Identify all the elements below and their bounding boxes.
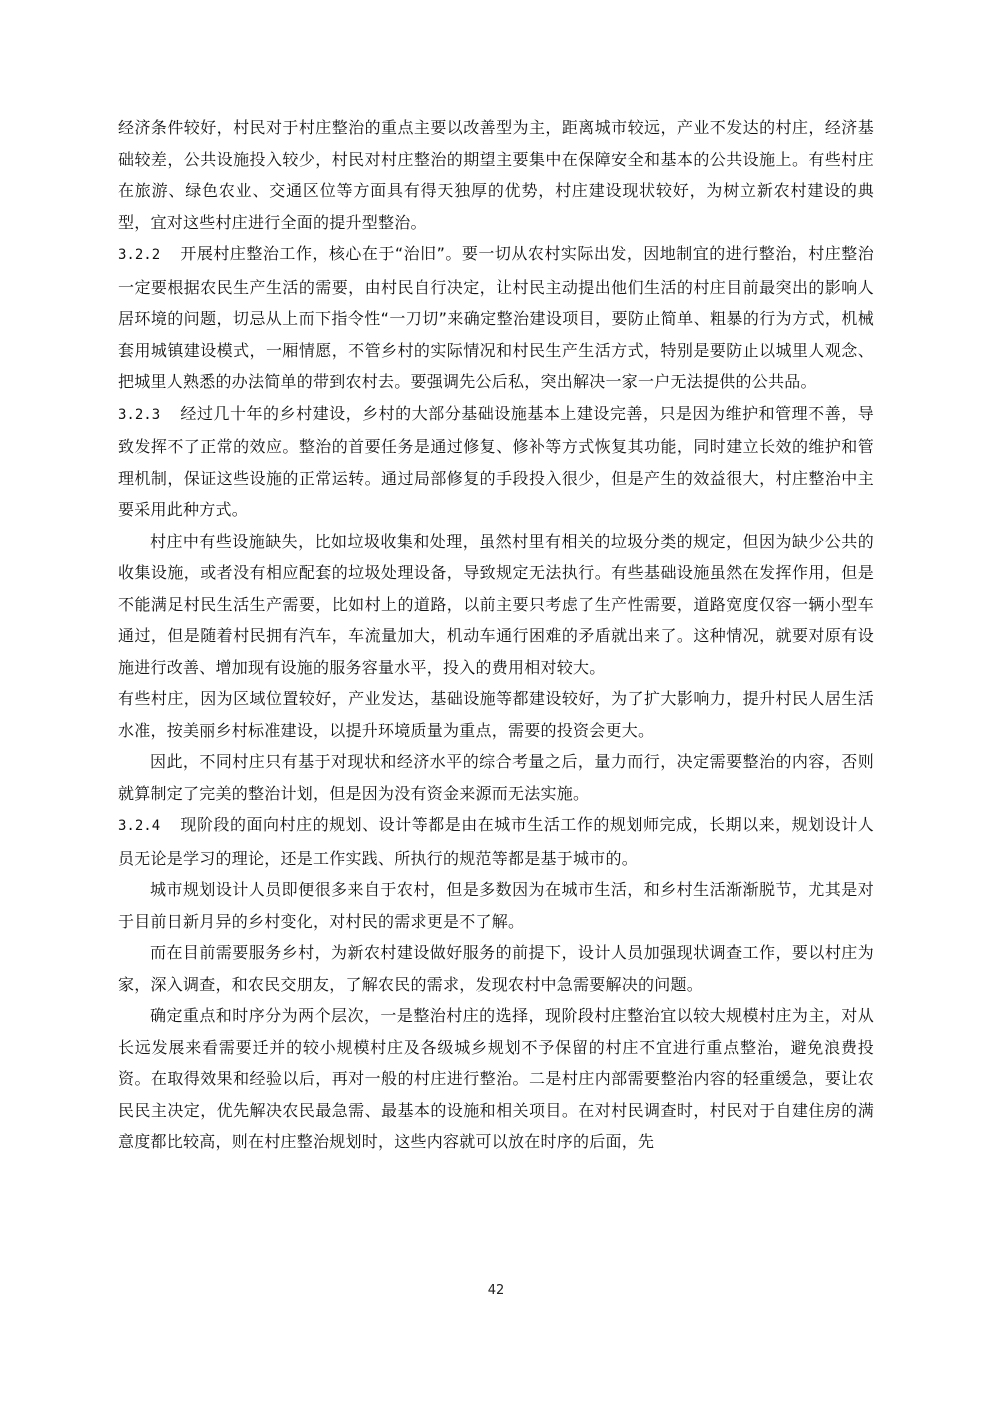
paragraph-serve-villages: 而在目前需要服务乡村，为新农村建设做好服务的前提下，设计人员加强现状调查工作，要以村庄为家，深入调查，和农民交朋友，了解农民的需求，发现农村中急需要解决的问题。	[118, 943, 874, 994]
document-body	[118, 112, 874, 1158]
section-number: 3.2.3	[118, 406, 161, 423]
page-number: 42	[487, 1283, 505, 1298]
paragraph-3-2-2: 3.2.2 开展村庄整治工作，核心在于“治旧”。要一切从农村实际出发，因地制宜的进行整治，村庄整治一定要根据农民生产生活的需要，由村民自行决定，让村民主动提出他们生活的村庄目前最突出的影响人居环境的问题，切忌从上而下指令性“一刀切”来确定整治建设项目，要防止简单、粗暴的行为方式，机械套用城镇建设模式，一厢情愿，不管乡村的实际情况和村民生产生活方式，特别是要防止以城里人观念、把城里人熟悉的办法简单的带到农村去。要强调先公后私，突出解决一家一户无法提供的公共品。	[118, 244, 874, 391]
paragraph-1: 经济条件较好，村民对于村庄整治的重点主要以改善型为主，距离城市较远，产业不发达的村庄，经济基础较差，公共设施投入较少，村民对村庄整治的期望主要集中在保障安全和基本的公共设施上。有些村庄在旅游、绿色农业、交通区位等方面具有得天独厚的优势，村庄建设现状较好，为树立新农村建设的典型，宜对这些村庄进行全面的提升型整治。	[118, 118, 874, 232]
paragraph-some-villages: 有些村庄，因为区域位置较好，产业发达，基础设施等都建设较好，为了扩大影响力，提升村民人居生活水准，按美丽乡村标准建设，以提升环境质量为重点，需要的投资会更大。	[118, 689, 874, 740]
paragraph-therefore: 因此，不同村庄只有基于对现状和经济水平的综合考量之后，量力而行，决定需要整治的内容，否则就算制定了完美的整治计划，但是因为没有资金来源而无法实施。	[118, 752, 874, 803]
paragraph-priorities: 确定重点和时序分为两个层次，一是整治村庄的选择，现阶段村庄整治宜以较大规模村庄为主，对从长远发展来看需要迁并的较小规模村庄及各级城乡规划不予保留的村庄不宜进行重点整治，避免浪费投资。在取得效果和经验以后，再对一般的村庄进行整治。二是村庄内部需要整治内容的轻重缓急，要让农民民主决定，优先解决农民最急需、最基本的设施和相关项目。在对村民调查时，村民对于自建住房的满意度都比较高，则在村庄整治规划时，这些内容就可以放在时序的后面，先	[118, 1006, 874, 1151]
section-number: 3.2.2	[118, 247, 161, 263]
paragraph-facilities: 村庄中有些设施缺失，比如垃圾收集和处理，虽然村里有相关的垃圾分类的规定，但因为缺少公共的收集设施，或者没有相应配套的垃圾处理设备，导致规定无法执行。有些基础设施虽然在发挥作用，但是不能满足村民生活生产需要，比如村上的道路，以前主要只考虑了生产性需要，道路宽度仅容一辆小型车通过，但是随着村民拥有汽车，车流量加大，机动车通行困难的矛盾就出来了。这种情况，就要对原有设施进行改善、增加现有设施的服务容量水平，投入的费用相对较大。	[118, 531, 874, 677]
paragraph-3-2-4: 3.2.4 现阶段的面向村庄的规划、设计等都是由在城市生活工作的规划师完成，长期以来，规划设计人员无论是学习的理论，还是工作实践、所执行的规范等都是基于城市的。	[118, 815, 874, 868]
paragraph-planners: 城市规划设计人员即便很多来自于农村，但是多数因为在城市生活，和乡村生活渐渐脱节，尤其是对于目前日新月异的乡村变化，对村民的需求更是不了解。	[118, 880, 874, 931]
paragraph-3-2-3: 3.2.3 经过几十年的乡村建设，乡村的大部分基础设施基本上建设完善，只是因为维护和管理不善，导致发挥不了正常的效应。整治的首要任务是通过修复、修补等方式恢复其功能，同时建立长效的维护和管理机制，保证这些设施的正常运转。通过局部修复的手段投入很少，但是产生的效益很大，村庄整治中主要采用此种方式。	[118, 403, 874, 519]
section-number: 3.2.4	[118, 818, 161, 834]
